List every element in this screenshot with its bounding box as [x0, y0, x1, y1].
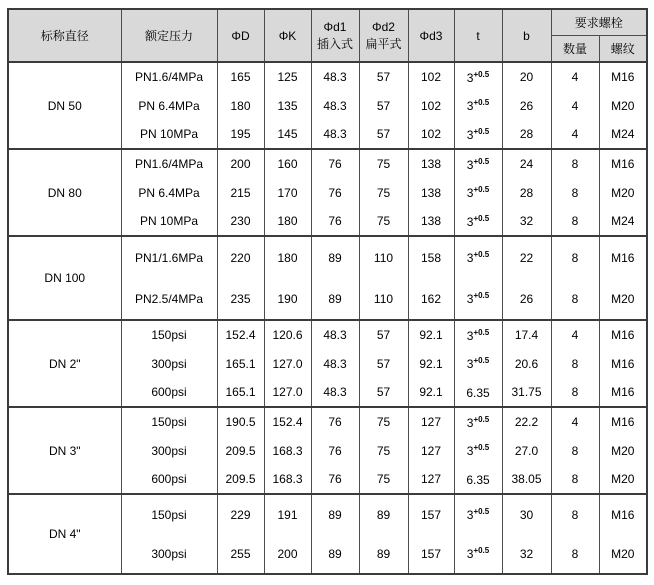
d3-cell: 157	[408, 534, 454, 574]
table-row	[8, 407, 647, 436]
d3-cell: 92.1	[408, 320, 454, 349]
d-cell: 220	[217, 236, 264, 278]
d-cell: 209.5	[217, 465, 264, 494]
d-cell: 200	[217, 149, 264, 178]
d2-cell: 57	[359, 320, 408, 349]
b-cell: 24	[502, 149, 551, 178]
d-cell: 165.1	[217, 349, 264, 378]
k-cell: 170	[264, 178, 311, 207]
d2-cell: 75	[359, 149, 408, 178]
d3-cell: 138	[408, 178, 454, 207]
d3-cell: 92.1	[408, 378, 454, 407]
d1-cell: 76	[311, 207, 359, 236]
d-cell: 180	[217, 91, 264, 120]
b-cell: 31.75	[502, 378, 551, 407]
k-cell: 120.6	[264, 320, 311, 349]
d3-cell: 92.1	[408, 349, 454, 378]
bolt-thread-cell: M16	[599, 494, 647, 534]
bolt-qty-cell: 8	[551, 278, 599, 320]
t-cell	[454, 534, 502, 574]
bolt-thread-cell: M20	[599, 465, 647, 494]
bolt-qty-cell: 4	[551, 407, 599, 436]
header-bolt-qty: 数量	[551, 36, 599, 63]
t-tolerance: +0.5	[473, 443, 490, 452]
b-cell: 26	[502, 91, 551, 120]
diameter-cell: DN 50	[8, 62, 121, 149]
t-cell	[454, 320, 502, 349]
d3-cell: 127	[408, 436, 454, 465]
table-row	[8, 236, 647, 278]
k-cell: 127.0	[264, 378, 311, 407]
t-tolerance: +0.5	[473, 414, 490, 424]
t-value: 6.35	[466, 472, 490, 487]
header-d2	[359, 9, 408, 62]
bolt-thread-cell: M24	[599, 207, 647, 236]
t-cell	[454, 407, 502, 436]
pressure-cell: PN 10MPa	[121, 207, 217, 236]
t-tolerance: +0.5	[473, 213, 490, 223]
d1-cell: 89	[311, 278, 359, 320]
t-tolerance: +0.5	[473, 126, 490, 136]
b-cell: 32	[502, 534, 551, 574]
t-tolerance: +0.5	[473, 546, 490, 555]
table-header	[8, 9, 647, 62]
d3-cell: 102	[408, 91, 454, 120]
bolt-thread-cell: M20	[599, 91, 647, 120]
header-d1-type: 插入式	[316, 36, 353, 51]
bolt-thread-cell: M24	[599, 120, 647, 149]
header-row-1	[8, 9, 647, 36]
d2-cell: 75	[359, 407, 408, 436]
bolt-qty-cell: 8	[551, 178, 599, 207]
bolt-qty-cell: 8	[551, 465, 599, 494]
pressure-cell: 150psi	[121, 407, 217, 436]
d3-cell: 127	[408, 465, 454, 494]
d2-cell: 75	[359, 465, 408, 494]
d2-cell: 75	[359, 207, 408, 236]
t-value: 3	[466, 214, 474, 229]
d3-cell: 162	[408, 278, 454, 320]
d1-cell: 48.3	[311, 62, 359, 91]
table-row	[8, 149, 647, 178]
k-cell: 135	[264, 91, 311, 120]
t-cell	[454, 149, 502, 178]
d2-cell: 75	[359, 436, 408, 465]
d-cell: 190.5	[217, 407, 264, 436]
bolt-qty-cell: 8	[551, 207, 599, 236]
pressure-cell: PN1.6/4MPa	[121, 149, 217, 178]
bolt-qty-cell: 8	[551, 349, 599, 378]
t-value: 3	[466, 292, 474, 306]
pressure-cell: 300psi	[121, 534, 217, 574]
b-cell: 26	[502, 278, 551, 320]
pressure-cell: PN 6.4MPa	[121, 91, 217, 120]
header-b: b	[502, 9, 551, 62]
d2-cell: 57	[359, 62, 408, 91]
group-dn100	[8, 236, 647, 320]
t-value: 3	[466, 127, 474, 142]
d2-cell: 110	[359, 278, 408, 320]
pressure-cell: 300psi	[121, 349, 217, 378]
d1-cell: 89	[311, 534, 359, 574]
k-cell: 180	[264, 236, 311, 278]
k-cell: 190	[264, 278, 311, 320]
d-cell: 230	[217, 207, 264, 236]
diameter-cell: DN 2"	[8, 320, 121, 407]
header-bolt-thread: 螺纹	[599, 36, 647, 63]
k-cell: 152.4	[264, 407, 311, 436]
bolt-thread-cell: M20	[599, 534, 647, 574]
k-cell: 127.0	[264, 349, 311, 378]
t-cell	[454, 207, 502, 236]
pressure-cell: 150psi	[121, 494, 217, 534]
t-cell	[454, 349, 502, 378]
header-k: ΦK	[264, 9, 311, 62]
bolt-qty-cell: 8	[551, 534, 599, 574]
d1-cell: 48.3	[311, 91, 359, 120]
d2-cell: 57	[359, 378, 408, 407]
bolt-qty-cell: 8	[551, 378, 599, 407]
header-d1-symbol: Φd1	[323, 20, 347, 35]
t-value: 3	[466, 157, 474, 172]
t-value: 3	[466, 547, 474, 561]
b-cell: 30	[502, 494, 551, 534]
diameter-cell: DN 80	[8, 149, 121, 236]
t-tolerance: +0.5	[473, 356, 490, 365]
d1-cell: 76	[311, 407, 359, 436]
pressure-cell: 150psi	[121, 320, 217, 349]
bolt-thread-cell: M16	[599, 349, 647, 378]
k-cell: 200	[264, 534, 311, 574]
t-value: 3	[466, 186, 474, 200]
t-cell	[454, 278, 502, 320]
d1-cell: 89	[311, 236, 359, 278]
t-tolerance: +0.5	[473, 185, 490, 194]
d-cell: 165	[217, 62, 264, 91]
b-cell: 32	[502, 207, 551, 236]
d1-cell: 48.3	[311, 120, 359, 149]
d1-cell: 48.3	[311, 320, 359, 349]
k-cell: 160	[264, 149, 311, 178]
pressure-cell: 600psi	[121, 465, 217, 494]
t-tolerance: +0.5	[473, 291, 490, 300]
d-cell: 209.5	[217, 436, 264, 465]
d2-cell: 57	[359, 91, 408, 120]
b-cell: 22.2	[502, 407, 551, 436]
pressure-cell: PN 6.4MPa	[121, 178, 217, 207]
d3-cell: 102	[408, 62, 454, 91]
bolt-qty-cell: 4	[551, 320, 599, 349]
b-cell: 28	[502, 120, 551, 149]
d3-cell: 138	[408, 207, 454, 236]
bolt-thread-cell: M20	[599, 436, 647, 465]
k-cell: 145	[264, 120, 311, 149]
bolt-qty-cell: 8	[551, 436, 599, 465]
d2-cell: 75	[359, 178, 408, 207]
d1-cell: 48.3	[311, 349, 359, 378]
d-cell: 165.1	[217, 378, 264, 407]
d1-cell: 76	[311, 436, 359, 465]
pressure-cell: PN1.6/4MPa	[121, 62, 217, 91]
t-cell	[454, 62, 502, 91]
flange-spec-table	[7, 8, 648, 575]
pressure-cell: 300psi	[121, 436, 217, 465]
pressure-cell: PN2.5/4MPa	[121, 278, 217, 320]
d2-cell: 57	[359, 349, 408, 378]
k-cell: 168.3	[264, 436, 311, 465]
t-tolerance: +0.5	[473, 507, 490, 516]
k-cell: 191	[264, 494, 311, 534]
t-value: 3	[466, 328, 474, 343]
d3-cell: 102	[408, 120, 454, 149]
t-cell	[454, 494, 502, 534]
bolt-thread-cell: M16	[599, 407, 647, 436]
t-value: 3	[466, 70, 474, 85]
bolt-thread-cell: M20	[599, 278, 647, 320]
t-cell	[454, 120, 502, 149]
t-cell	[454, 91, 502, 120]
header-d: ΦD	[217, 9, 264, 62]
d2-cell: 57	[359, 120, 408, 149]
d1-cell: 76	[311, 178, 359, 207]
t-tolerance: +0.5	[473, 98, 490, 107]
bolt-qty-cell: 4	[551, 120, 599, 149]
d3-cell: 157	[408, 494, 454, 534]
t-tolerance: +0.5	[473, 156, 490, 166]
bolt-thread-cell: M16	[599, 236, 647, 278]
t-value: 3	[466, 99, 474, 113]
b-cell: 17.4	[502, 320, 551, 349]
t-cell	[454, 378, 502, 407]
bolt-thread-cell: M20	[599, 178, 647, 207]
header-t: t	[454, 9, 502, 62]
d1-cell: 76	[311, 465, 359, 494]
bolt-qty-cell: 8	[551, 236, 599, 278]
d-cell: 215	[217, 178, 264, 207]
k-cell: 180	[264, 207, 311, 236]
t-value: 3	[466, 508, 474, 522]
b-cell: 27.0	[502, 436, 551, 465]
b-cell: 38.05	[502, 465, 551, 494]
t-value: 3	[466, 357, 474, 371]
table-row	[8, 62, 647, 91]
d3-cell: 127	[408, 407, 454, 436]
d3-cell: 158	[408, 236, 454, 278]
bolt-qty-cell: 4	[551, 91, 599, 120]
b-cell: 20.6	[502, 349, 551, 378]
header-d2-type: 扁平式	[365, 36, 402, 51]
k-cell: 168.3	[264, 465, 311, 494]
t-value: 3	[466, 251, 474, 265]
group-dn80	[8, 149, 647, 236]
d3-cell: 138	[408, 149, 454, 178]
diameter-cell: DN 100	[8, 236, 121, 320]
bolt-thread-cell: M16	[599, 62, 647, 91]
diameter-cell: DN 3"	[8, 407, 121, 494]
k-cell: 125	[264, 62, 311, 91]
bolt-qty-cell: 8	[551, 494, 599, 534]
table-row	[8, 494, 647, 534]
d1-cell: 89	[311, 494, 359, 534]
header-bolts: 要求螺栓	[551, 9, 647, 36]
t-value: 6.35	[466, 385, 490, 400]
t-tolerance: +0.5	[473, 327, 490, 337]
pressure-cell: 600psi	[121, 378, 217, 407]
d1-cell: 76	[311, 149, 359, 178]
t-cell	[454, 236, 502, 278]
d2-cell: 89	[359, 494, 408, 534]
t-tolerance: +0.5	[473, 250, 490, 259]
d-cell: 235	[217, 278, 264, 320]
header-diameter: 标称直径	[8, 9, 121, 62]
t-tolerance: +0.5	[473, 69, 490, 79]
header-d2-symbol: Φd2	[372, 20, 395, 35]
bolt-thread-cell: M16	[599, 378, 647, 407]
header-d1	[311, 9, 359, 62]
group-dn50	[8, 62, 647, 149]
d-cell: 255	[217, 534, 264, 574]
header-pressure: 额定压力	[121, 9, 217, 62]
t-cell	[454, 465, 502, 494]
b-cell: 20	[502, 62, 551, 91]
table-row	[8, 320, 647, 349]
group-dn2in	[8, 320, 647, 407]
group-dn4in	[8, 494, 647, 574]
d1-cell: 48.3	[311, 378, 359, 407]
d-cell: 195	[217, 120, 264, 149]
pressure-cell: PN1/1.6MPa	[121, 236, 217, 278]
b-cell: 28	[502, 178, 551, 207]
bolt-thread-cell: M16	[599, 320, 647, 349]
d2-cell: 110	[359, 236, 408, 278]
t-value: 3	[466, 415, 474, 430]
d-cell: 229	[217, 494, 264, 534]
d2-cell: 89	[359, 534, 408, 574]
group-dn3in	[8, 407, 647, 494]
d-cell: 152.4	[217, 320, 264, 349]
bolt-thread-cell: M16	[599, 149, 647, 178]
bolt-qty-cell: 4	[551, 62, 599, 91]
diameter-cell: DN 4"	[8, 494, 121, 574]
header-d3: Φd3	[408, 9, 454, 62]
t-value: 3	[466, 444, 474, 458]
t-cell	[454, 436, 502, 465]
pressure-cell: PN 10MPa	[121, 120, 217, 149]
b-cell: 22	[502, 236, 551, 278]
t-cell	[454, 178, 502, 207]
bolt-qty-cell: 8	[551, 149, 599, 178]
